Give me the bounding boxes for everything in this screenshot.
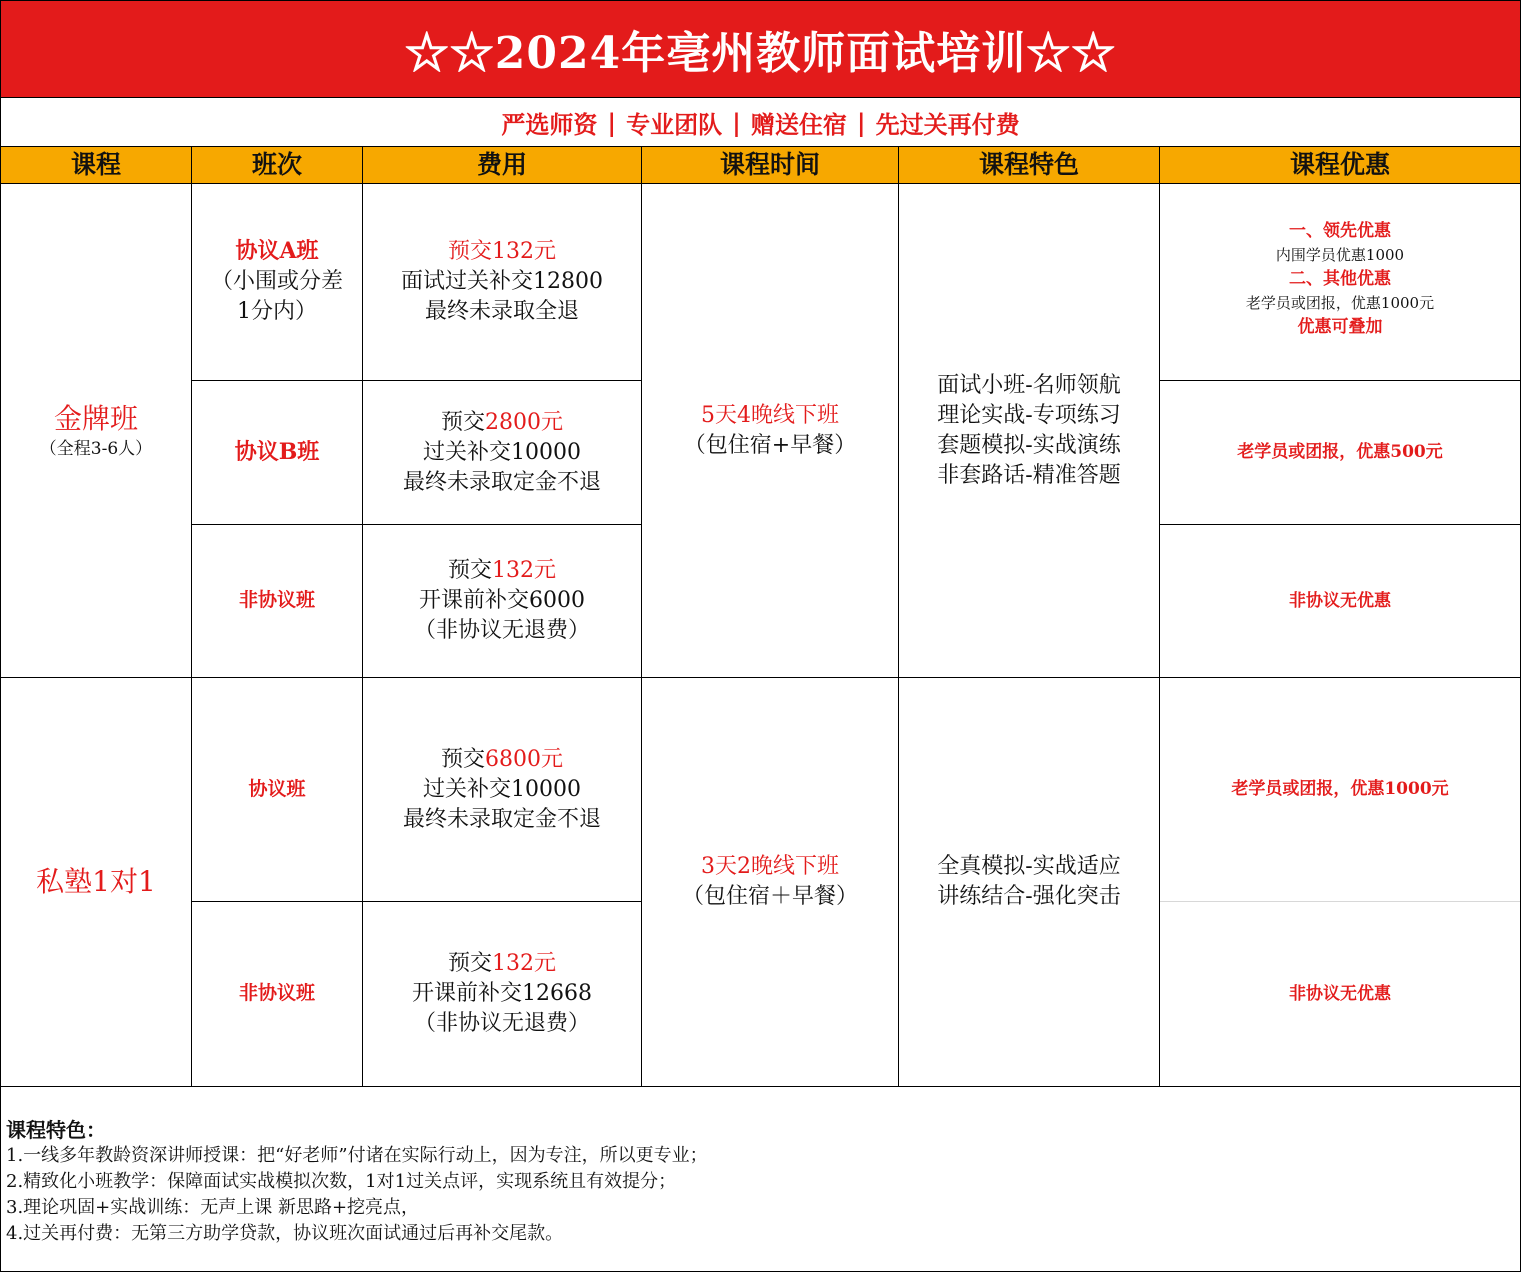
time-main: 3天2晚线下班 [701, 854, 839, 879]
class-name: 非协议班 [238, 982, 315, 1005]
fee-private-non-agreement [363, 902, 642, 1087]
class-private-agreement [192, 678, 363, 902]
slogan-item: 专业团队 [626, 109, 723, 139]
note-item: 4.过关再付费：无第三方助学贷款，协议班次面试通过后再补交尾款。 [6, 1223, 564, 1244]
fee-prepay-line [441, 745, 563, 775]
time-sub: （包住宿+早餐） [683, 432, 857, 458]
fee-prepay-line [448, 949, 556, 979]
discount-text: 老学员或团报，优惠500元 [1237, 442, 1443, 463]
time-gold [642, 184, 899, 678]
course-gold-name: 金牌班 [53, 402, 138, 436]
features-gold [899, 184, 1160, 678]
fee-line: 面试过关补交12800 [401, 269, 603, 294]
class-agreement-b [192, 381, 363, 525]
discount-heading: 一、领先优惠 [1289, 221, 1391, 241]
slogan-item: 严选师资 [501, 109, 598, 139]
slogan-separator: | [607, 107, 617, 137]
fee-prepay-amount: 6800元 [485, 746, 563, 772]
fee-prepay-line [441, 408, 563, 438]
note-item: 1.一线多年教龄资深讲师授课：把“好老师”付诸在实际行动上，因为专注，所以更专业； [6, 1145, 708, 1166]
discount-private-non-agreement [1160, 902, 1520, 1087]
course-private-name: 私塾1对1 [36, 865, 156, 899]
note-item: 3.理论巩固+实战训练：无声上课 新思路+挖亮点， [6, 1197, 420, 1218]
discount-text: 内围学员优惠1000 [1275, 245, 1405, 264]
notes-title: 课程特色： [6, 1118, 106, 1142]
fee-prepay-amount: 2800元 [485, 409, 563, 435]
fee-prepay-label: 预交 [440, 746, 485, 772]
discount-text: 非协议无优惠 [1289, 983, 1391, 1004]
fee-private-agreement [363, 678, 642, 902]
discount-heading: 二、其他优惠 [1289, 268, 1391, 289]
fee-line: 最终未录取全退 [424, 299, 579, 324]
header-class: 班次 [192, 147, 363, 184]
feature-item: 非套路话-精准答题 [937, 462, 1121, 488]
header-discount: 课程优惠 [1160, 147, 1520, 184]
fee-line: 最终未录取定金不退 [402, 806, 601, 832]
time-main: 5天4晚线下班 [701, 402, 839, 428]
discount-agreement-b [1160, 381, 1520, 525]
fee-prepay-amount: 132元 [492, 951, 556, 976]
fee-prepay-label: 预交 [440, 409, 485, 435]
time-private [642, 678, 899, 1087]
page-title: ☆☆2024年亳州教师面试培训☆☆ [1, 1, 1520, 98]
course-notes [1, 1087, 1520, 1271]
fee-line: 开课前补交6000 [419, 588, 585, 613]
slogan-bar [1, 98, 1520, 147]
class-non-agreement-gold [192, 525, 363, 678]
class-name: 非协议班 [238, 589, 315, 612]
class-name: 协议A班 [235, 238, 319, 265]
feature-item: 套题模拟-实战演练 [937, 432, 1121, 458]
fee-line: 最终未录取定金不退 [402, 469, 601, 495]
class-agreement-a [192, 184, 363, 381]
discount-non-agreement-gold [1160, 525, 1520, 678]
header-fee: 费用 [363, 147, 642, 184]
discount-text: 非协议无优惠 [1289, 590, 1391, 611]
slogan-item: 先过关再付费 [875, 109, 1020, 139]
course-gold [1, 184, 192, 678]
features-private [899, 678, 1160, 1087]
fee-agreement-b [363, 381, 642, 525]
fee-line: 过关补交10000 [423, 439, 581, 465]
feature-item: 面试小班-名师领航 [937, 372, 1121, 398]
slogan-separator: | [732, 107, 741, 137]
class-note: 1分内） [237, 298, 317, 324]
fee-line: 过关补交10000 [423, 776, 581, 802]
fee-prepay-label: 预交 [447, 558, 492, 583]
class-name: 协议班 [248, 777, 306, 800]
time-sub: （包住宿＋早餐） [681, 884, 858, 909]
header-time: 课程时间 [642, 147, 899, 184]
fee-prepay-amount: 132元 [492, 558, 556, 583]
fee-prepay: 预交132元 [448, 239, 556, 264]
fee-line: （非协议无退费） [413, 1011, 590, 1036]
discount-text: 老学员或团报，优惠1000元 [1231, 779, 1449, 800]
fee-agreement-a [363, 184, 642, 381]
fee-prepay-label: 预交 [447, 951, 492, 976]
feature-item: 全真模拟-实战适应 [937, 854, 1121, 879]
header-features: 课程特色 [899, 147, 1160, 184]
fee-line: （非协议无退费） [413, 618, 590, 643]
discount-stackable: 优惠可叠加 [1297, 316, 1383, 337]
class-name: 协议B班 [234, 438, 320, 465]
fee-non-agreement-gold [363, 525, 642, 678]
course-private [1, 678, 192, 1087]
class-private-non-agreement [192, 902, 363, 1087]
feature-list [937, 371, 1120, 491]
slogan-separator: | [856, 107, 866, 137]
discount-agreement-a [1160, 184, 1520, 381]
fee-prepay-line [448, 556, 556, 586]
fee-line: 开课前补交12668 [412, 981, 592, 1006]
course-gold-note: （全程3-6人） [39, 438, 153, 459]
note-item: 2.精致化小班教学：保障面试实战模拟次数，1对1过关点评，实现系统且有效提分； [6, 1171, 677, 1192]
header-course: 课程 [1, 147, 192, 184]
discount-private-agreement [1160, 678, 1520, 902]
discount-text: 老学员或团报，优惠1000元 [1245, 293, 1435, 312]
feature-list [937, 852, 1120, 912]
class-note: （小围或分差 [210, 269, 343, 295]
feature-item: 讲练结合-强化突击 [937, 884, 1121, 909]
feature-item: 理论实战-专项练习 [937, 402, 1121, 428]
slogan-item: 赠送住宿 [750, 109, 847, 139]
